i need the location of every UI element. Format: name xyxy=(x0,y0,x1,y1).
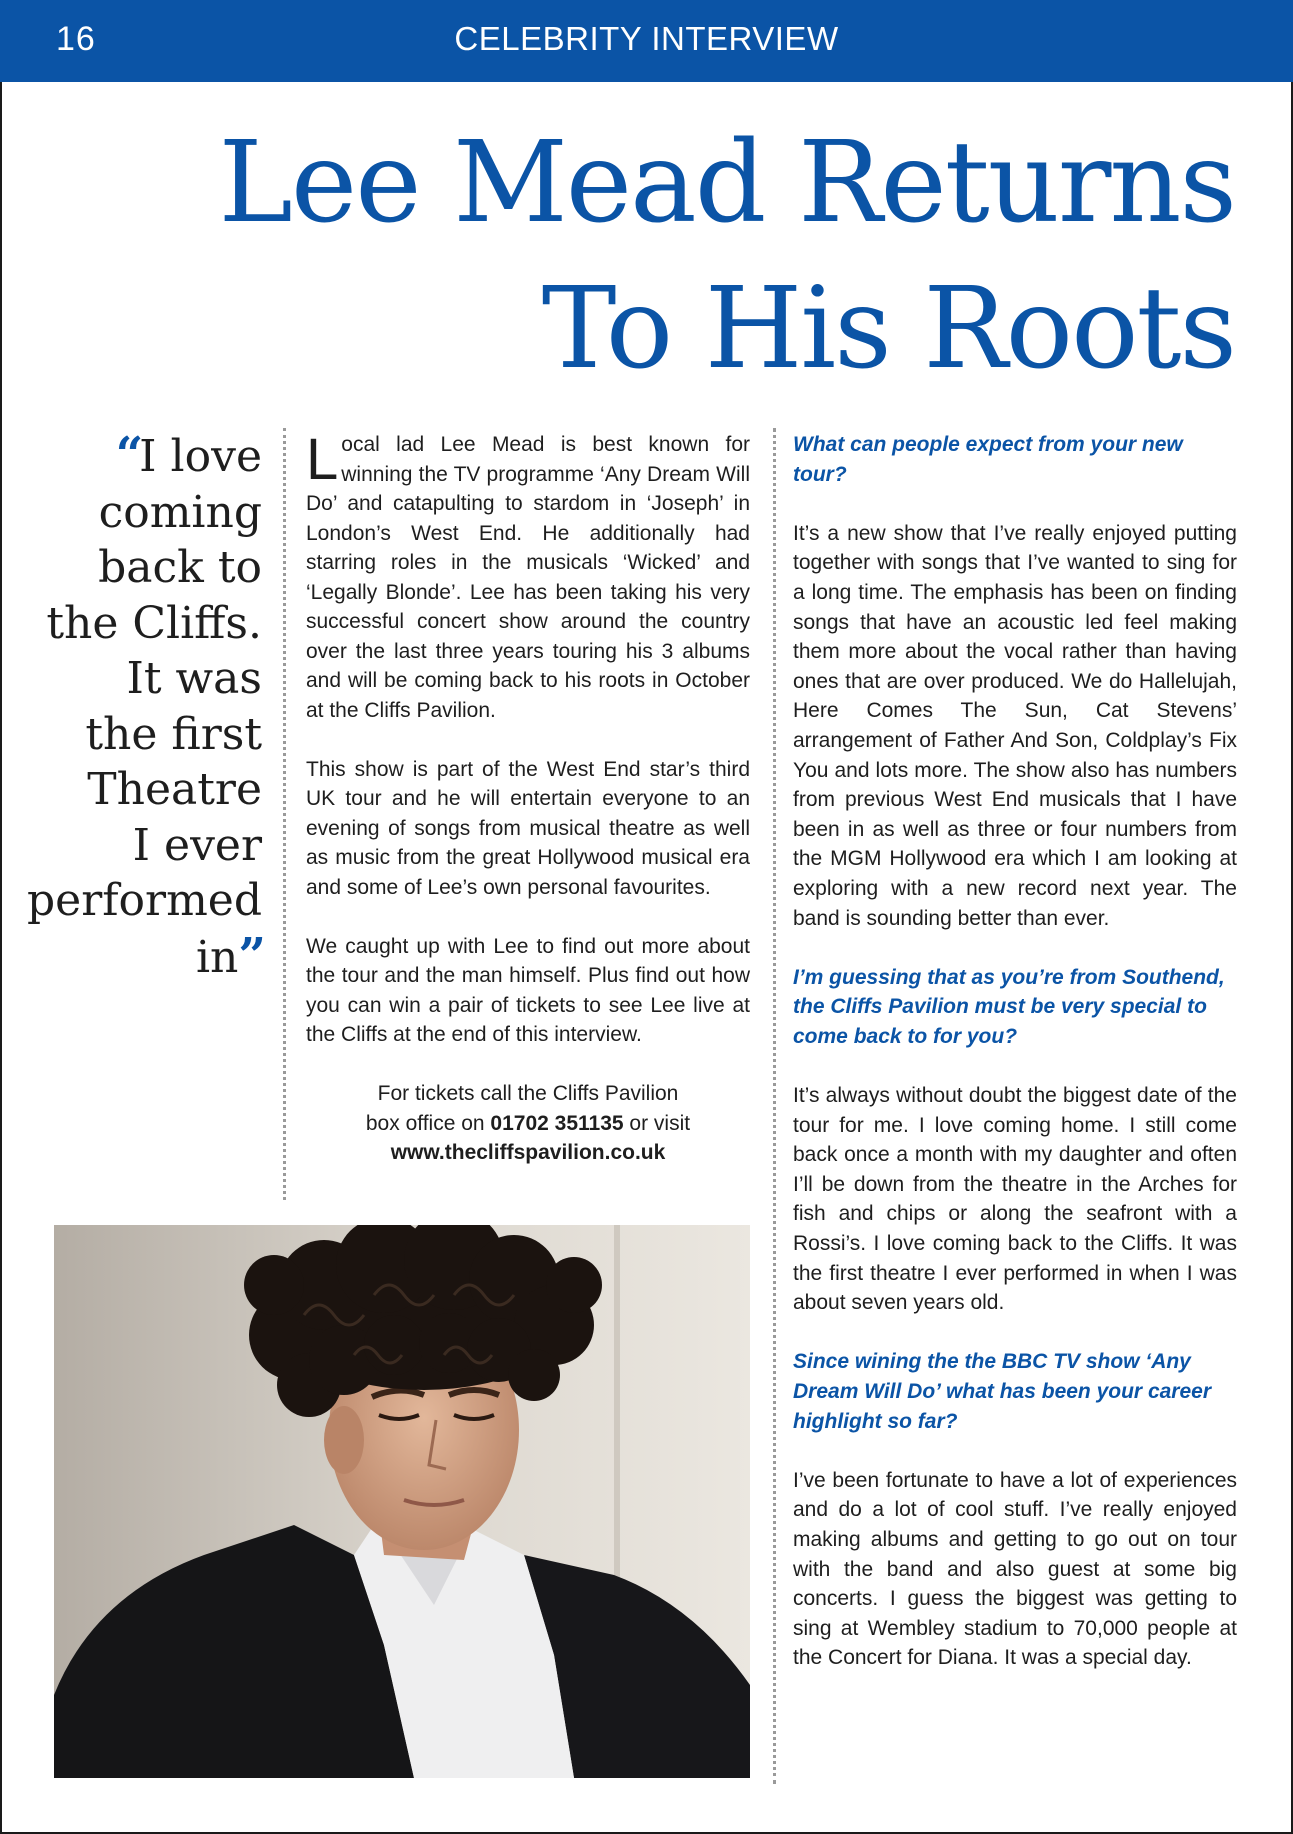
pull-quote-line: in xyxy=(195,931,239,983)
drop-cap: L xyxy=(306,427,339,492)
pull-quote-line: the first xyxy=(85,708,262,760)
ticket-line-2: box office on 01702 351135 or visit xyxy=(365,1111,691,1135)
pull-quote-line: I ever xyxy=(132,819,262,871)
pull-quote-line: coming xyxy=(98,486,262,538)
intro-column xyxy=(306,427,750,1168)
headline-line-2: To His Roots xyxy=(541,264,1235,394)
interview-answer: It’s a new show that I’ve really enjoyed putting together with songs that I’ve wanted to sing for a long time. The emphasis has been on finding songs that have an acoustic led feel making them more about the vocal rather than having ones that are over produced. We do Hallelujah, Here Comes The Sun, Cat Stevens’ arrangement of Father And Son, Coldplay’s Fix You and lots more. The show also has numbers from previous West End musicals that I have been in as well as three or four numbers from the MGM Hollywood era which I am looking at exploring with a new record next year. The band is sounding better than ever. xyxy=(793,521,1237,930)
open-quote-mark: “ xyxy=(115,427,140,483)
headline xyxy=(55,110,1235,402)
pull-quote xyxy=(20,428,262,985)
pull-quote-line: the Cliffs. xyxy=(46,597,262,649)
intro-paragraph-3: We caught up with Lee to find out more about the tour and the man himself. Plus find out how you can win a pair of tickets to see Lee live at the Cliffs at the end of this interview. xyxy=(306,934,750,1046)
headline-line-1: Lee Mead Returns xyxy=(218,118,1235,248)
interview-question: What can people expect from your new tour? xyxy=(793,433,1183,486)
pull-quote-line: I love xyxy=(139,431,262,482)
page-number: 16 xyxy=(56,20,96,58)
column-divider-left xyxy=(283,428,286,1200)
intro-paragraph-1: Local lad Lee Mead is best known for winning the TV programme ‘Any Dream Will Do’ and catapulting to stardom in ‘Joseph’ in London’s West End. He additionally had starring roles in the musicals ‘Wicked’ and ‘Legally Blonde’. Lee has been taking his very successful concert show around the country over the last three years touring his 3 albums and will be coming back to his roots in October at the Cliffs Pavilion. xyxy=(306,427,750,722)
interview-column xyxy=(793,430,1237,1703)
pull-quote-line: It was xyxy=(126,653,262,704)
pull-quote-line: back to xyxy=(98,542,262,593)
header-bar xyxy=(0,0,1293,82)
close-quote-mark: ” xyxy=(238,927,262,984)
ticket-info xyxy=(306,1079,750,1168)
ticket-line-1: For tickets call the Cliffs Pavilion xyxy=(377,1082,679,1105)
pull-quote-line: Theatre xyxy=(87,764,262,815)
interview-answer: It’s always without doubt the biggest date of the tour for me. I love coming home. I still come back once a month with my daughter and often I’ll be down from the theatre in the Arches for fish and chips or along the seafront with a Rossi’s. I love coming back to the Cliffs. It was the first theatre I ever performed in when I was about seven years old. xyxy=(793,1084,1237,1315)
pull-quote-line: performed xyxy=(27,875,262,926)
column-divider-right xyxy=(773,428,776,1784)
lee-mead-photo xyxy=(54,1225,750,1778)
interview-answer: I’ve been fortunate to have a lot of experiences and do a lot of cool stuff. I’ve really enjoyed making albums and getting to go out on tour with the band and also guest at some big concerts. I guess the biggest was getting to sing at Wembley stadium to 70,000 people at the Concert for Diana. It was a special day. xyxy=(793,1468,1237,1670)
website-link[interactable]: www.thecliffspavilion.co.uk xyxy=(390,1141,666,1164)
box-office-phone[interactable]: 01702 351135 xyxy=(490,1111,624,1135)
section-title: CELEBRITY INTERVIEW xyxy=(454,20,839,57)
interview-question: Since wining the the BBC TV show ‘Any Dream Will Do’ what has been your career highlight so far? xyxy=(793,1350,1212,1433)
intro-paragraph-2: This show is part of the West End star’s third UK tour and he will entertain everyone to an evening of songs from musical theatre as well as music from the great Hollywood musical era and some of Lee’s own personal favourites. xyxy=(306,757,750,899)
interview-question: I’m guessing that as you’re from Southend, the Cliffs Pavilion must be very special to come back to for you? xyxy=(793,965,1225,1048)
